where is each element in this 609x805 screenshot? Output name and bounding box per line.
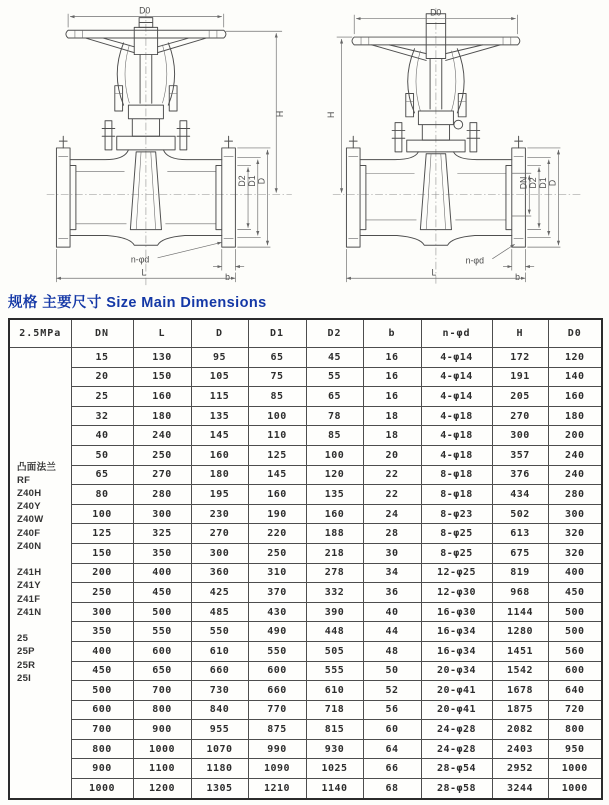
dim-label-d2: D2 <box>237 175 248 187</box>
dimension-cell: 85 <box>306 426 363 446</box>
table-row <box>9 348 602 368</box>
dimension-cell: 800 <box>133 700 191 720</box>
column-header: n-φd <box>421 319 492 348</box>
dimension-cell: 430 <box>248 602 306 622</box>
dimension-cell: 220 <box>248 524 306 544</box>
dimension-cell: 930 <box>306 739 363 759</box>
dimension-cell: 145 <box>191 426 248 446</box>
dimension-cell: 120 <box>548 348 602 368</box>
dimension-cell: 20 <box>71 367 133 387</box>
dimension-cell: 600 <box>133 641 191 661</box>
dimension-cell: 325 <box>133 524 191 544</box>
dimension-cell: 18 <box>363 426 421 446</box>
dim-label-l: L <box>431 267 436 278</box>
dim-label-d1: D1 <box>537 177 548 189</box>
column-header: b <box>363 319 421 348</box>
dimension-cell: 770 <box>248 700 306 720</box>
dimension-cell: 135 <box>306 485 363 505</box>
dimension-cell: 200 <box>71 563 133 583</box>
dimension-cell: 188 <box>306 524 363 544</box>
dimension-cell: 1000 <box>548 779 602 799</box>
dimension-cell: 390 <box>306 602 363 622</box>
table-row <box>9 681 602 701</box>
dimension-cell: 1875 <box>492 700 548 720</box>
dimension-cell: 16-φ30 <box>421 602 492 622</box>
dimension-cell: 180 <box>133 406 191 426</box>
dimension-cell: 200 <box>548 426 602 446</box>
dimension-cell: 1000 <box>548 759 602 779</box>
dimension-cell: 280 <box>133 485 191 505</box>
dimension-cell: 1451 <box>492 641 548 661</box>
dimension-cell: 75 <box>248 367 306 387</box>
dimension-cell: 968 <box>492 583 548 603</box>
dimension-cell: 400 <box>548 563 602 583</box>
dimension-cell: 1100 <box>133 759 191 779</box>
dimension-cell: 505 <box>306 641 363 661</box>
table-row <box>9 465 602 485</box>
table-row <box>9 720 602 740</box>
table-row <box>9 406 602 426</box>
dimension-cell: 550 <box>133 622 191 642</box>
dimension-cell: 40 <box>71 426 133 446</box>
dimension-cell: 150 <box>71 543 133 563</box>
dimension-cell: 2082 <box>492 720 548 740</box>
dimension-cell: 16 <box>363 348 421 368</box>
dimension-cell: 640 <box>548 681 602 701</box>
dimension-cell: 78 <box>306 406 363 426</box>
table-row <box>9 445 602 465</box>
dimension-cell: 195 <box>191 485 248 505</box>
dimension-cell: 500 <box>133 602 191 622</box>
dimension-cell: 3244 <box>492 779 548 799</box>
section-title: 规格 主要尺寸 Size Main Dimensions <box>8 295 267 311</box>
dimension-cell: 8-φ25 <box>421 543 492 563</box>
column-header: H <box>492 319 548 348</box>
dimension-cell: 160 <box>548 387 602 407</box>
dimension-cell: 180 <box>191 465 248 485</box>
dimension-cell: 550 <box>248 641 306 661</box>
dimension-cell: 22 <box>363 485 421 505</box>
series-code: 25 <box>17 633 29 645</box>
dimension-cell: 1000 <box>71 779 133 799</box>
dimension-cell: 190 <box>248 504 306 524</box>
table-row <box>9 700 602 720</box>
dimension-cell: 660 <box>191 661 248 681</box>
table-row <box>9 524 602 544</box>
dimension-cell: 2403 <box>492 739 548 759</box>
dimension-cell: 500 <box>548 622 602 642</box>
dimension-cell: 300 <box>548 504 602 524</box>
dimension-cell: 12-φ25 <box>421 563 492 583</box>
table-row <box>9 622 602 642</box>
dimension-cell: 332 <box>306 583 363 603</box>
dimension-cell: 955 <box>191 720 248 740</box>
dimension-cell: 36 <box>363 583 421 603</box>
dimension-cell: 500 <box>548 602 602 622</box>
dimension-cell: 12-φ30 <box>421 583 492 603</box>
dimension-cell: 500 <box>71 681 133 701</box>
dimension-cell: 4-φ18 <box>421 445 492 465</box>
dimension-cell: 145 <box>248 465 306 485</box>
dimension-cell: 24-φ28 <box>421 720 492 740</box>
dimension-cell: 450 <box>133 583 191 603</box>
dim-label-h: H <box>275 110 286 118</box>
dimension-cell: 250 <box>248 543 306 563</box>
table-row <box>9 739 602 759</box>
dimension-cell: 68 <box>363 779 421 799</box>
dimension-cell: 16 <box>363 367 421 387</box>
dimensions-table <box>8 318 603 800</box>
dimension-cell: 300 <box>133 504 191 524</box>
dimension-cell: 800 <box>71 739 133 759</box>
table-row <box>9 543 602 563</box>
dimension-cell: 448 <box>306 622 363 642</box>
dimension-cell: 270 <box>492 406 548 426</box>
dim-label-n-phi-d: n-φd <box>130 254 150 265</box>
table-row <box>9 504 602 524</box>
dimension-cell: 172 <box>492 348 548 368</box>
dimension-cell: 135 <box>191 406 248 426</box>
dimension-cell: 240 <box>548 445 602 465</box>
dimension-cell: 278 <box>306 563 363 583</box>
series-code: Z40W <box>17 514 44 526</box>
series-code: 25P <box>17 646 35 658</box>
dimension-cell: 22 <box>363 465 421 485</box>
dimension-cell: 300 <box>191 543 248 563</box>
dimension-cell: 56 <box>363 700 421 720</box>
dimension-cell: 660 <box>248 681 306 701</box>
dimension-cell: 875 <box>248 720 306 740</box>
dimension-cell: 555 <box>306 661 363 681</box>
dimension-cell: 20-φ41 <box>421 700 492 720</box>
dimension-cell: 800 <box>548 720 602 740</box>
dimension-cell: 50 <box>363 661 421 681</box>
dimension-cell: 730 <box>191 681 248 701</box>
dimension-cell: 280 <box>548 485 602 505</box>
dimension-cell: 16 <box>363 387 421 407</box>
series-code: Z40F <box>17 527 41 539</box>
dimension-cell: 16-φ34 <box>421 622 492 642</box>
dim-label-b: b <box>514 272 520 283</box>
series-code: Z41N <box>17 606 42 618</box>
series-code: RF <box>17 474 31 486</box>
dimension-cell: 613 <box>492 524 548 544</box>
dimension-cell: 1280 <box>492 622 548 642</box>
dimension-cell: 270 <box>133 465 191 485</box>
dimension-cell: 66 <box>363 759 421 779</box>
table-header-row <box>9 319 602 348</box>
dimension-cell: 250 <box>71 583 133 603</box>
dimension-cell: 28-φ54 <box>421 759 492 779</box>
dimension-cell: 125 <box>248 445 306 465</box>
dim-label-dn: DN <box>517 176 528 190</box>
dimension-cell: 1144 <box>492 602 548 622</box>
dimension-cell: 300 <box>71 602 133 622</box>
dimension-cell: 720 <box>548 700 602 720</box>
series-code: Z40N <box>17 540 42 552</box>
dimension-cell: 650 <box>133 661 191 681</box>
series-code: Z41F <box>17 593 41 605</box>
dimension-cell: 130 <box>133 348 191 368</box>
dimension-cell: 270 <box>191 524 248 544</box>
dimension-cell: 65 <box>71 465 133 485</box>
dimension-cell: 700 <box>133 681 191 701</box>
column-header: D1 <box>248 319 306 348</box>
dimension-cell: 8-φ18 <box>421 465 492 485</box>
dimension-cell: 64 <box>363 739 421 759</box>
dimension-cell: 150 <box>133 367 191 387</box>
dimension-cell: 100 <box>71 504 133 524</box>
series-code: 25R <box>17 659 36 671</box>
dimension-cell: 20-φ41 <box>421 681 492 701</box>
dimension-cell: 240 <box>548 465 602 485</box>
pressure-class-cell: 2.5MPa <box>9 319 71 348</box>
dimension-cell: 250 <box>133 445 191 465</box>
dimension-cell: 400 <box>71 641 133 661</box>
dimension-cell: 18 <box>363 406 421 426</box>
dimensions-table-body <box>9 348 602 799</box>
dimension-cell: 191 <box>492 367 548 387</box>
valve-drawings <box>0 0 609 288</box>
dimension-cell: 350 <box>133 543 191 563</box>
dimension-cell: 4-φ14 <box>421 387 492 407</box>
dimension-cell: 180 <box>548 406 602 426</box>
dimension-cell: 400 <box>133 563 191 583</box>
series-code: 凸面法兰 <box>17 461 57 473</box>
dimension-cell: 1140 <box>306 779 363 799</box>
dimension-cell: 45 <box>306 348 363 368</box>
table-row <box>9 759 602 779</box>
dimension-cell: 1025 <box>306 759 363 779</box>
dimension-cell: 610 <box>306 681 363 701</box>
dimension-cell: 675 <box>492 543 548 563</box>
dimension-cell: 700 <box>71 720 133 740</box>
table-row <box>9 387 602 407</box>
dimension-cell: 370 <box>248 583 306 603</box>
dimension-cell: 20-φ34 <box>421 661 492 681</box>
dimension-cell: 1180 <box>191 759 248 779</box>
dimension-cell: 4-φ14 <box>421 348 492 368</box>
table-row <box>9 583 602 603</box>
series-code: Z40H <box>17 488 42 499</box>
dimension-cell: 550 <box>191 622 248 642</box>
dim-label-d: D <box>256 177 267 185</box>
dimension-cell: 34 <box>363 563 421 583</box>
dimension-cell: 65 <box>306 387 363 407</box>
dimension-cell: 32 <box>71 406 133 426</box>
dimension-cell: 125 <box>71 524 133 544</box>
column-header: DN <box>71 319 133 348</box>
dimension-cell: 52 <box>363 681 421 701</box>
dimension-cell: 718 <box>306 700 363 720</box>
series-code <box>17 553 71 566</box>
dim-label-d0: D0 <box>139 5 151 16</box>
gate-valve-drawing-right <box>316 4 604 288</box>
dimension-cell: 485 <box>191 602 248 622</box>
dimension-cell: 600 <box>71 700 133 720</box>
dimension-cell: 24-φ28 <box>421 739 492 759</box>
column-header: D <box>191 319 248 348</box>
dimension-cell: 425 <box>191 583 248 603</box>
dimension-cell: 900 <box>71 759 133 779</box>
dim-label-d1: D1 <box>246 175 257 187</box>
dimension-cell: 815 <box>306 720 363 740</box>
dim-label-n-phi-d: n-φd <box>465 255 484 266</box>
dimension-cell: 8-φ23 <box>421 504 492 524</box>
dimension-cell: 950 <box>548 739 602 759</box>
dimension-cell: 65 <box>248 348 306 368</box>
dimension-cell: 1678 <box>492 681 548 701</box>
dimension-cell: 1305 <box>191 779 248 799</box>
table-row <box>9 426 602 446</box>
dimension-cell: 600 <box>548 661 602 681</box>
series-code: Z41Y <box>17 580 41 592</box>
series-code: 25I <box>17 672 32 684</box>
dimension-cell: 819 <box>492 563 548 583</box>
dimension-cell: 218 <box>306 543 363 563</box>
dimension-cell: 434 <box>492 485 548 505</box>
dimension-cell: 450 <box>71 661 133 681</box>
dimension-cell: 900 <box>133 720 191 740</box>
dimension-cell: 8-φ18 <box>421 485 492 505</box>
dim-label-h: H <box>325 111 336 119</box>
dimension-cell: 160 <box>248 485 306 505</box>
dimension-cell: 450 <box>548 583 602 603</box>
series-codes-cell <box>9 348 71 799</box>
dim-label-l: L <box>141 267 147 278</box>
dimension-cell: 600 <box>248 661 306 681</box>
dimension-cell: 140 <box>548 367 602 387</box>
table-row <box>9 641 602 661</box>
dimension-cell: 4-φ14 <box>421 367 492 387</box>
column-header: D0 <box>548 319 602 348</box>
dimension-cell: 2952 <box>492 759 548 779</box>
dimension-cell: 160 <box>191 445 248 465</box>
dimension-cell: 230 <box>191 504 248 524</box>
dimension-cell: 55 <box>306 367 363 387</box>
table-row <box>9 661 602 681</box>
table-row <box>9 602 602 622</box>
dimension-cell: 44 <box>363 622 421 642</box>
dimension-cell: 300 <box>492 426 548 446</box>
dimension-cell: 1070 <box>191 739 248 759</box>
dimension-cell: 24 <box>363 504 421 524</box>
dim-label-d: D <box>547 179 558 187</box>
dimension-cell: 840 <box>191 700 248 720</box>
dimension-cell: 40 <box>363 602 421 622</box>
gate-valve-drawing-left <box>24 4 316 288</box>
dimension-cell: 110 <box>248 426 306 446</box>
dimension-cell: 4-φ18 <box>421 426 492 446</box>
dimension-lines <box>56 6 285 282</box>
dimension-cell: 80 <box>71 485 133 505</box>
dimension-cell: 160 <box>306 504 363 524</box>
dimension-cell: 310 <box>248 563 306 583</box>
dimension-cell: 105 <box>191 367 248 387</box>
dimension-cell: 100 <box>248 406 306 426</box>
dimension-cell: 28-φ58 <box>421 779 492 799</box>
dimension-cell: 320 <box>548 524 602 544</box>
dimension-cell: 610 <box>191 641 248 661</box>
dimension-cell: 60 <box>363 720 421 740</box>
dimension-cell: 8-φ25 <box>421 524 492 544</box>
table-row <box>9 779 602 799</box>
dimension-cell: 30 <box>363 543 421 563</box>
column-header: L <box>133 319 191 348</box>
dimension-cell: 1200 <box>133 779 191 799</box>
dimension-cell: 205 <box>492 387 548 407</box>
dimension-cell: 85 <box>248 387 306 407</box>
dimension-cell: 160 <box>133 387 191 407</box>
series-code: Z41H <box>17 567 42 579</box>
dim-label-d2: D2 <box>527 177 538 189</box>
series-code <box>17 619 71 632</box>
dimension-cell: 350 <box>71 622 133 642</box>
dimension-cell: 240 <box>133 426 191 446</box>
dimension-cell: 360 <box>191 563 248 583</box>
dimension-cell: 1542 <box>492 661 548 681</box>
dimension-cell: 48 <box>363 641 421 661</box>
dimension-cell: 95 <box>191 348 248 368</box>
dimension-cell: 4-φ18 <box>421 406 492 426</box>
series-code: Z40Y <box>17 501 41 513</box>
table-row <box>9 485 602 505</box>
dimension-cell: 28 <box>363 524 421 544</box>
column-header: D2 <box>306 319 363 348</box>
dimension-cell: 357 <box>492 445 548 465</box>
centerlines <box>47 10 292 285</box>
dimension-cell: 560 <box>548 641 602 661</box>
dimension-cell: 25 <box>71 387 133 407</box>
dimension-cell: 115 <box>191 387 248 407</box>
dimension-cell: 490 <box>248 622 306 642</box>
dimension-cell: 120 <box>306 465 363 485</box>
dimension-cell: 1000 <box>133 739 191 759</box>
dim-label-b: b <box>225 272 231 283</box>
dimension-cell: 1210 <box>248 779 306 799</box>
table-row <box>9 563 602 583</box>
dimension-cell: 100 <box>306 445 363 465</box>
dimension-cell: 15 <box>71 348 133 368</box>
dimension-cell: 990 <box>248 739 306 759</box>
dimension-cell: 376 <box>492 465 548 485</box>
dimension-cell: 320 <box>548 543 602 563</box>
dimension-cell: 16-φ34 <box>421 641 492 661</box>
table-row <box>9 367 602 387</box>
dim-label-d0: D0 <box>429 7 441 18</box>
dimension-cell: 50 <box>71 445 133 465</box>
dimension-cell: 20 <box>363 445 421 465</box>
dimension-cell: 1090 <box>248 759 306 779</box>
dimension-cell: 502 <box>492 504 548 524</box>
